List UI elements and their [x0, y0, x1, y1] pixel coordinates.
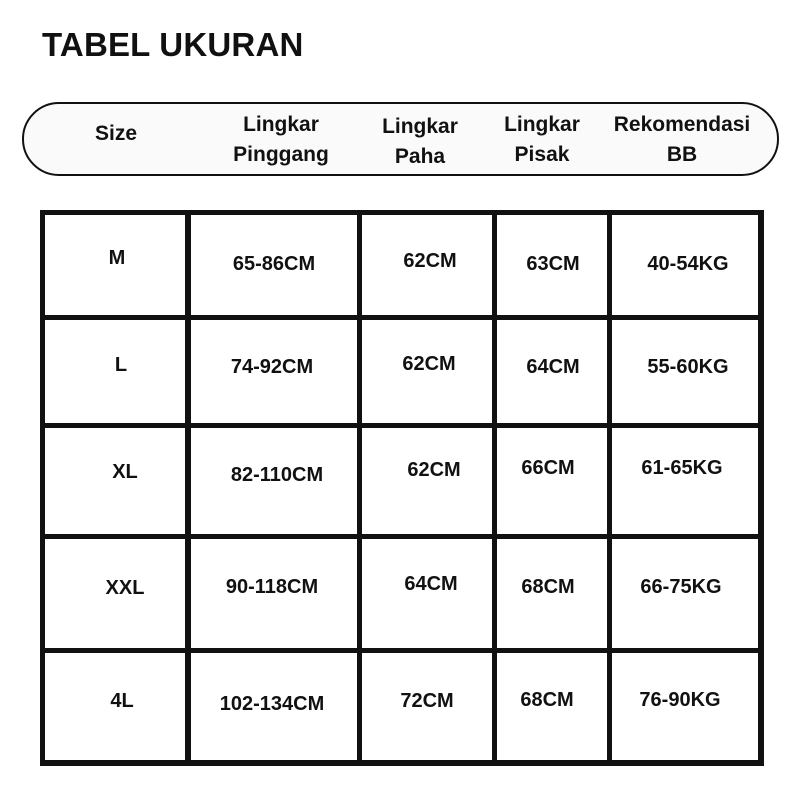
cell-lingkar-pinggang: 90-118CM [225, 576, 319, 598]
cell-lingkar-pisak: 68CM [521, 576, 575, 598]
row-divider [40, 315, 764, 320]
cell-size: XXL [105, 577, 145, 599]
table-border-right [758, 210, 764, 766]
table-border-left [40, 210, 45, 766]
column-divider [492, 210, 497, 766]
cell-lingkar-pinggang: 102-134CM [219, 693, 325, 715]
cell-rekomendasi-bb: 61-65KG [641, 457, 723, 479]
cell-rekomendasi-bb: 66-75KG [640, 576, 722, 598]
cell-lingkar-paha: 72CM [400, 690, 454, 712]
header-lingkar-pisak: Lingkar Pisak [504, 113, 580, 166]
row-divider [40, 423, 764, 428]
cell-lingkar-paha: 62CM [407, 459, 461, 481]
column-divider [185, 210, 191, 766]
cell-lingkar-pisak: 63CM [526, 253, 580, 275]
column-divider [607, 210, 612, 766]
cell-lingkar-paha: 62CM [402, 353, 456, 375]
cell-lingkar-pinggang: 74-92CM [230, 356, 314, 378]
cell-lingkar-paha: 64CM [404, 573, 458, 595]
cell-lingkar-pisak: 68CM [520, 689, 574, 711]
header-rekomendasi-bb: Rekomendasi BB [613, 113, 751, 166]
header-lingkar-pinggang: Lingkar Pinggang [233, 113, 329, 166]
header-size: Size [94, 122, 138, 145]
cell-size: XL [112, 461, 138, 483]
cell-lingkar-pisak: 64CM [526, 356, 580, 378]
size-table [40, 210, 764, 766]
page-title: TABEL UKURAN [42, 26, 304, 63]
cell-lingkar-paha: 62CM [403, 250, 457, 272]
cell-size: 4L [110, 690, 134, 712]
cell-rekomendasi-bb: 40-54KG [647, 253, 729, 275]
table-border-top [40, 210, 764, 215]
cell-lingkar-pinggang: 65-86CM [232, 253, 316, 275]
row-divider [40, 534, 764, 539]
cell-rekomendasi-bb: 76-90KG [639, 689, 721, 711]
row-divider [40, 648, 764, 653]
cell-lingkar-pisak: 66CM [521, 457, 575, 479]
header-lingkar-paha: Lingkar Paha [382, 115, 458, 168]
table-border-bottom [40, 760, 764, 766]
cell-lingkar-pinggang: 82-110CM [230, 464, 324, 486]
cell-size: M [108, 247, 126, 269]
column-divider [357, 210, 362, 766]
cell-rekomendasi-bb: 55-60KG [647, 356, 729, 378]
cell-size: L [114, 354, 128, 376]
